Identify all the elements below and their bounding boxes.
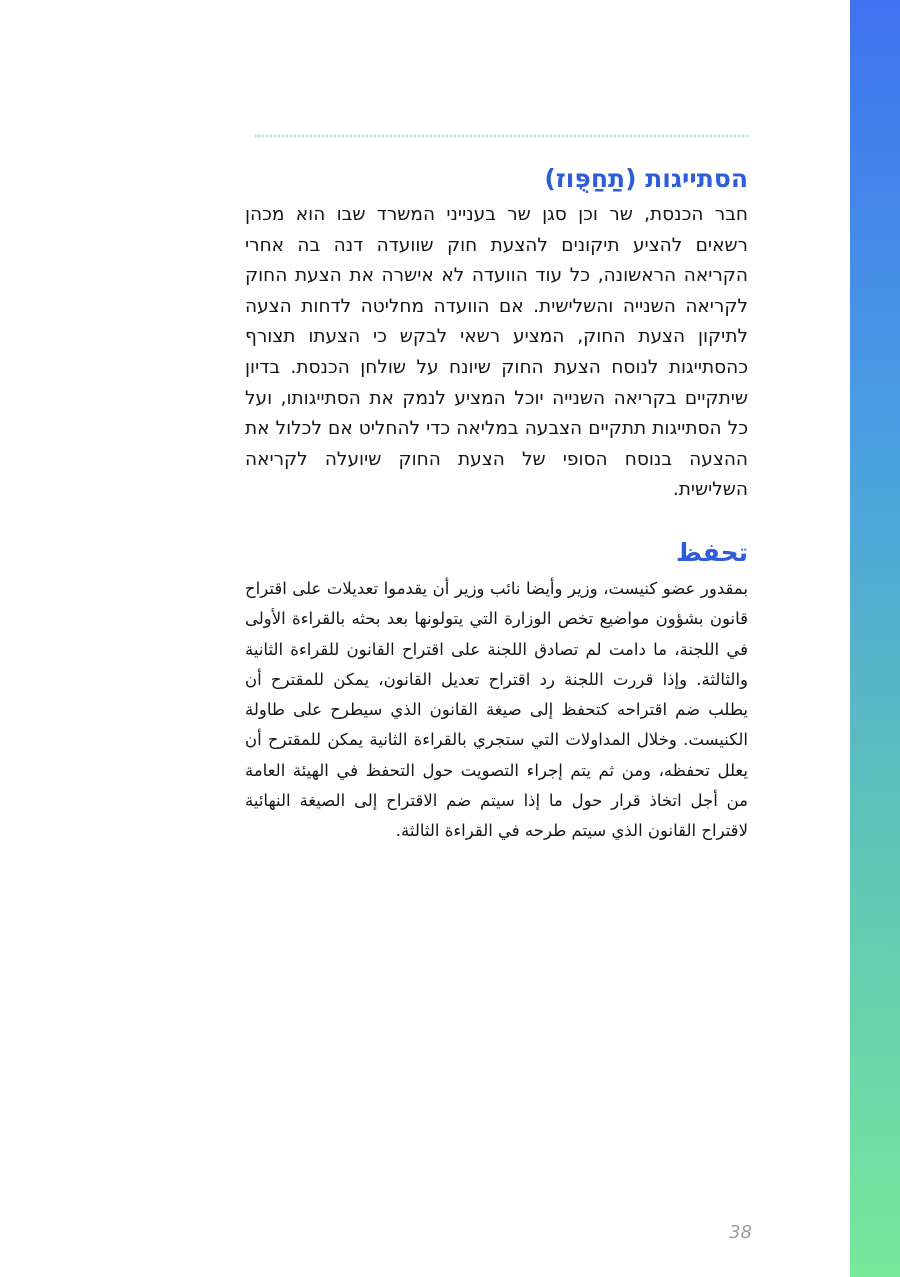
arabic-section-title: تحفظ: [675, 537, 748, 567]
page-content: [245, 158, 748, 847]
hebrew-section-title: הסתייגות (תַחַפֻּוז): [544, 164, 748, 193]
page-number: 38: [729, 1222, 752, 1243]
hebrew-section-body: חבר הכנסת, שר וכן סגן שר בענייני המשרד שבו הוא מכהן רשאים להציע תיקונים להצעת חוק שוועדה דנה בה אחרי הקריאה הראשונה, כל עוד הוועדה לא אישרה את הצעת החוק לקריאה השנייה והשלישית. אם הוועדה מחליטה לדחות הצעה לתיקון הצעת החוק, המציע רשאי לבקש כי הצעתו תצורף כהסתייגות לנוסח הצעת החוק שיונח על שולחן הכנסת. בדיון שיתקיים בקריאה השנייה יוכל המציע לנמק את הסתייגותו, ועל כל הסתייגות תתקיים הצבעה במליאה כדי להחליט אם לכלול את ההצעה בנוסח הסופי של הצעת החוק שיועלה לקריאה השלישית.: [245, 204, 748, 501]
dotted-divider: [255, 135, 748, 137]
decorative-gradient-strip: [850, 0, 900, 1277]
arabic-section-body: بمقدور عضو كنيست، وزير وأيضا نائب وزير أن يقدموا تعديلات على اقتراح قانون بشؤون مواضيع تخص الوزارة التي يتولونها بعد بحثه بالقراءة الأولى في اللجنة، ما دامت لم تصادق اللجنة على اقتراح القانون للقراءة الثانية والثالثة. وإذا قررت اللجنة رد اقتراح تعديل القانون، يمكن للمقترح أن يطلب ضم اقتراحه كتحفظ إلى صيغة القانون الذي سيطرح على طاولة الكنيست. وخلال المداولات التي ستجري بالقراءة الثانية يمكن للمقترح أن يعلل تحفظه، ومن ثم يتم إجراء التصويت حول التحفظ في الهيئة العامة من أجل اتخاذ قرار حول ما إذا سيتم ضم الاقتراح إلى الصيغة النهائية لاقتراح القانون الذي سيتم طرحه في القراءة الثالثة.: [245, 578, 748, 841]
